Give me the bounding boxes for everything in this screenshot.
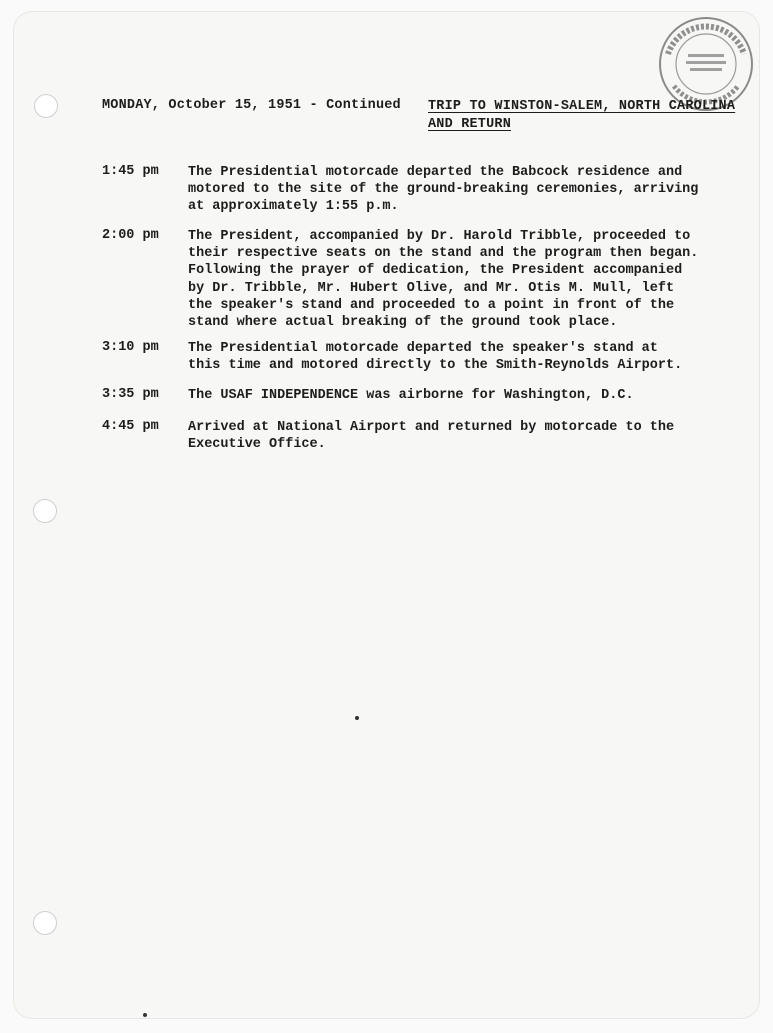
document-page <box>14 12 759 1018</box>
date-heading: MONDAY, October 15, 1951 - Continued <box>102 98 401 113</box>
entry-time: 3:35 pm <box>102 387 159 402</box>
entry-text: The USAF INDEPENDENCE was airborne for Washington, D.C. <box>188 388 634 403</box>
entry-text: The Presidential motorcade departed the speaker's stand at this time and motored directly to the Smith-Reynolds Airport. <box>188 341 683 374</box>
entry-text: Arrived at National Airport and returned by motorcade to the Executive Office. <box>188 420 675 453</box>
trip-heading-line-1: TRIP TO WINSTON-SALEM, NORTH CAROLINA <box>428 99 736 114</box>
entry-time: 2:00 pm <box>102 228 159 243</box>
binder-hole-middle <box>33 499 57 523</box>
entry-time: 4:45 pm <box>102 419 159 434</box>
paper-speck <box>143 1013 147 1017</box>
entry-text: The President, accompanied by Dr. Harold Tribble, proceeded to their respective seats on the stand and the program then began. Following the prayer of dedication, the President accompanied by Dr. Tribble, Mr. Hubert Olive, and Mr. Otis M. Mull, left the speaker's stand and proceeded to a point in front of the stand where actual breaking of the ground took place. <box>188 229 699 331</box>
entry-time: 3:10 pm <box>102 340 159 355</box>
trip-heading <box>428 98 735 134</box>
trip-heading-line-2: AND RETURN <box>428 117 512 132</box>
entry-text: The Presidential motorcade departed the Babcock residence and motored to the site of the ground-breaking ceremonies, arriving at approximately 1:55 p.m. <box>188 165 699 215</box>
entry-time: 1:45 pm <box>102 164 159 179</box>
binder-hole-bottom <box>33 911 57 935</box>
paper-speck <box>355 716 359 720</box>
binder-hole-top <box>34 94 58 118</box>
